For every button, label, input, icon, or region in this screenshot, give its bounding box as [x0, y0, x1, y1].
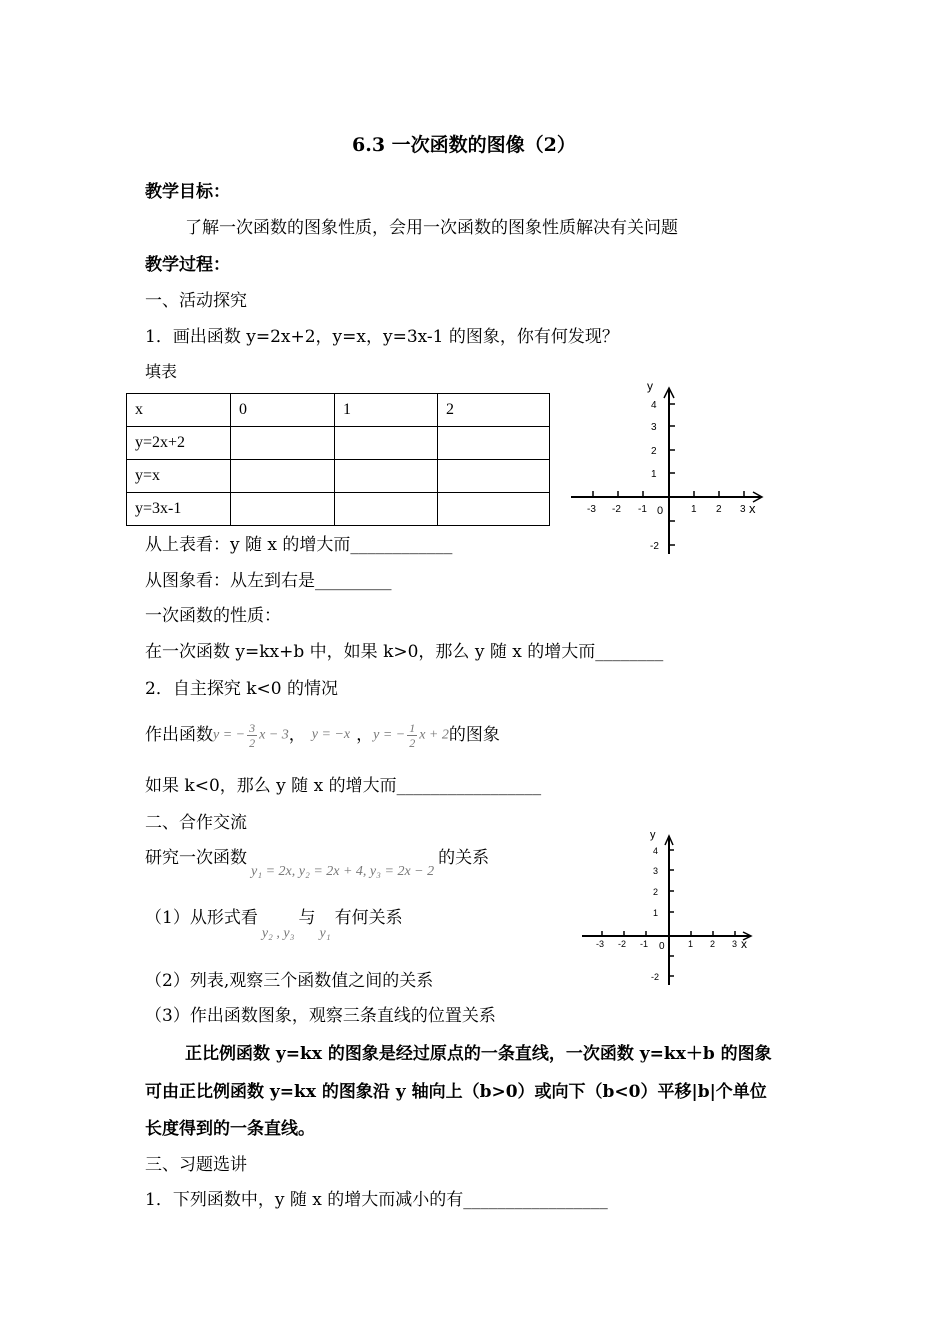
table-cell: y=2x+2 — [127, 427, 231, 460]
table-row — [127, 493, 550, 526]
x-tick-label: -1 — [640, 939, 649, 949]
x-tick-label: -1 — [638, 504, 647, 515]
section1-question2: 2．自主探究 k<0 的情况 — [145, 679, 338, 699]
table-cell-blank[interactable] — [438, 493, 550, 526]
x-tick-label: 2 — [716, 504, 722, 515]
study-functions-line — [145, 846, 489, 880]
section1-question1: 1．画出函数 y=2x+2，y=x，y=3x-1 的图象，你有何发现？ — [145, 327, 619, 347]
table-cell-blank[interactable] — [231, 427, 335, 460]
y-axis-label: y — [650, 829, 656, 841]
fill-table — [126, 393, 550, 526]
study-formula: y₁ = 2x, y₂ = 2x + 4, y₃ = 2x − 2 — [251, 864, 435, 879]
x-axis-label: x — [749, 501, 756, 516]
section2-heading: 二、合作交流 — [145, 813, 247, 833]
item2-text: （2）列表,观察三个函数值之间的关系 — [145, 971, 434, 991]
x-tick-label: -3 — [587, 504, 596, 515]
y-tick-label: 2 — [651, 446, 657, 457]
y-tick-label: 2 — [653, 887, 659, 897]
y-tick-label: 1 — [653, 908, 659, 918]
coordinate-graph-1 — [565, 378, 770, 558]
table-row — [127, 427, 550, 460]
y-tick-label: 4 — [651, 400, 657, 411]
y-tick-label: 3 — [651, 422, 657, 433]
table-cell: 1 — [335, 394, 438, 427]
conclusion-line-1: 正比例函数 y=kx 的图象是经过原点的一条直线，一次函数 y=kx＋b 的图象 — [185, 1044, 772, 1064]
draw-prefix: 作出函数 — [145, 725, 213, 745]
x-tick-label: 3 — [740, 504, 746, 515]
table-cell: y=3x-1 — [127, 493, 231, 526]
x-tick-label: 2 — [710, 939, 716, 949]
x-tick-label: 1 — [691, 504, 697, 515]
k-negative-conclusion: 如果 k<0，那么 y 随 x 的增大而_________________ — [145, 776, 542, 796]
table-cell: x — [127, 394, 231, 427]
x-tick-label: -3 — [596, 939, 605, 949]
process-heading: 教学过程： — [145, 255, 230, 275]
table-cell-blank[interactable] — [335, 427, 438, 460]
y-tick-label: -2 — [650, 541, 659, 552]
y-tick-label: -2 — [651, 972, 660, 982]
table-cell-blank[interactable] — [231, 493, 335, 526]
table-cell: y=x — [127, 460, 231, 493]
section3-question1: 1．下列函数中，y 随 x 的增大而减小的有_________________ — [145, 1190, 608, 1210]
origin-label: 0 — [657, 505, 664, 517]
table-row — [127, 460, 550, 493]
item3-text: （3）作出函数图象，观察三条直线的位置关系 — [145, 1006, 496, 1026]
origin-label: 0 — [659, 941, 665, 952]
conclusion-line-2: 可由正比例函数 y=kx 的图象沿 y 轴向上（b>0）或向下（b<0）平移|b|个单位 — [145, 1082, 767, 1102]
draw-functions-line — [145, 713, 500, 757]
table-cell-blank[interactable] — [438, 460, 550, 493]
study-suffix: 的关系 — [438, 848, 490, 868]
function-formula-3: y = − $\frac{1}{2}$ x + 2 — [373, 720, 449, 750]
x-axis-label: x — [741, 937, 747, 951]
table-cell-blank[interactable] — [231, 460, 335, 493]
observation-table: 从上表看：y 随 x 的增大而____________ — [145, 535, 453, 555]
table-cell-blank[interactable] — [335, 460, 438, 493]
separator: ， — [288, 725, 306, 745]
section1-heading: 一、活动探究 — [145, 291, 247, 311]
draw-suffix: 的图象 — [448, 725, 500, 745]
objectives-text: 了解一次函数的图象性质，会用一次函数的图象性质解决有关问题 — [185, 218, 678, 238]
study-prefix: 研究一次函数 — [145, 848, 247, 868]
table-cell: 2 — [438, 394, 550, 427]
x-tick-label: 3 — [732, 939, 738, 949]
y-tick-label: 3 — [653, 866, 659, 876]
property-text: 在一次函数 y=kx+b 中，如果 k>0，那么 y 随 x 的增大而________ — [145, 642, 664, 662]
y-tick-label: 1 — [651, 469, 657, 480]
item1-line: （1）从形式看$_{y_2 , y_3}$与$_{y_1}$有何关系 — [145, 908, 403, 941]
x-tick-label: 1 — [688, 939, 694, 949]
page-title: 6.3 一次函数的图像（2） — [352, 134, 576, 156]
property-heading: 一次函数的性质： — [145, 606, 281, 626]
x-tick-label: -2 — [612, 504, 621, 515]
fill-table-label: 填表 — [145, 362, 178, 381]
x-tick-label: -2 — [618, 939, 627, 949]
coordinate-graph-2 — [578, 827, 758, 989]
y-tick-label: 4 — [653, 846, 659, 856]
item1-formula-1: y₂ , y₃ — [261, 926, 295, 941]
table-cell-blank[interactable] — [335, 493, 438, 526]
function-formula-2: y = −x — [311, 727, 351, 742]
section3-heading: 三、习题选讲 — [145, 1155, 247, 1175]
y-axis-label: y — [647, 379, 653, 393]
objectives-heading: 教学目标： — [145, 182, 230, 202]
table-cell-blank[interactable] — [438, 427, 550, 460]
function-formula-1: y = − $\frac{3}{2}$ x − 3 — [213, 720, 289, 750]
observation-graph: 从图象看：从左到右是_________ — [145, 571, 392, 591]
conclusion-line-3: 长度得到的一条直线。 — [145, 1119, 315, 1139]
separator: ， — [356, 725, 374, 745]
item1-formula-2: y₁ — [319, 926, 331, 941]
table-header-row — [127, 394, 550, 427]
table-cell: 0 — [231, 394, 335, 427]
